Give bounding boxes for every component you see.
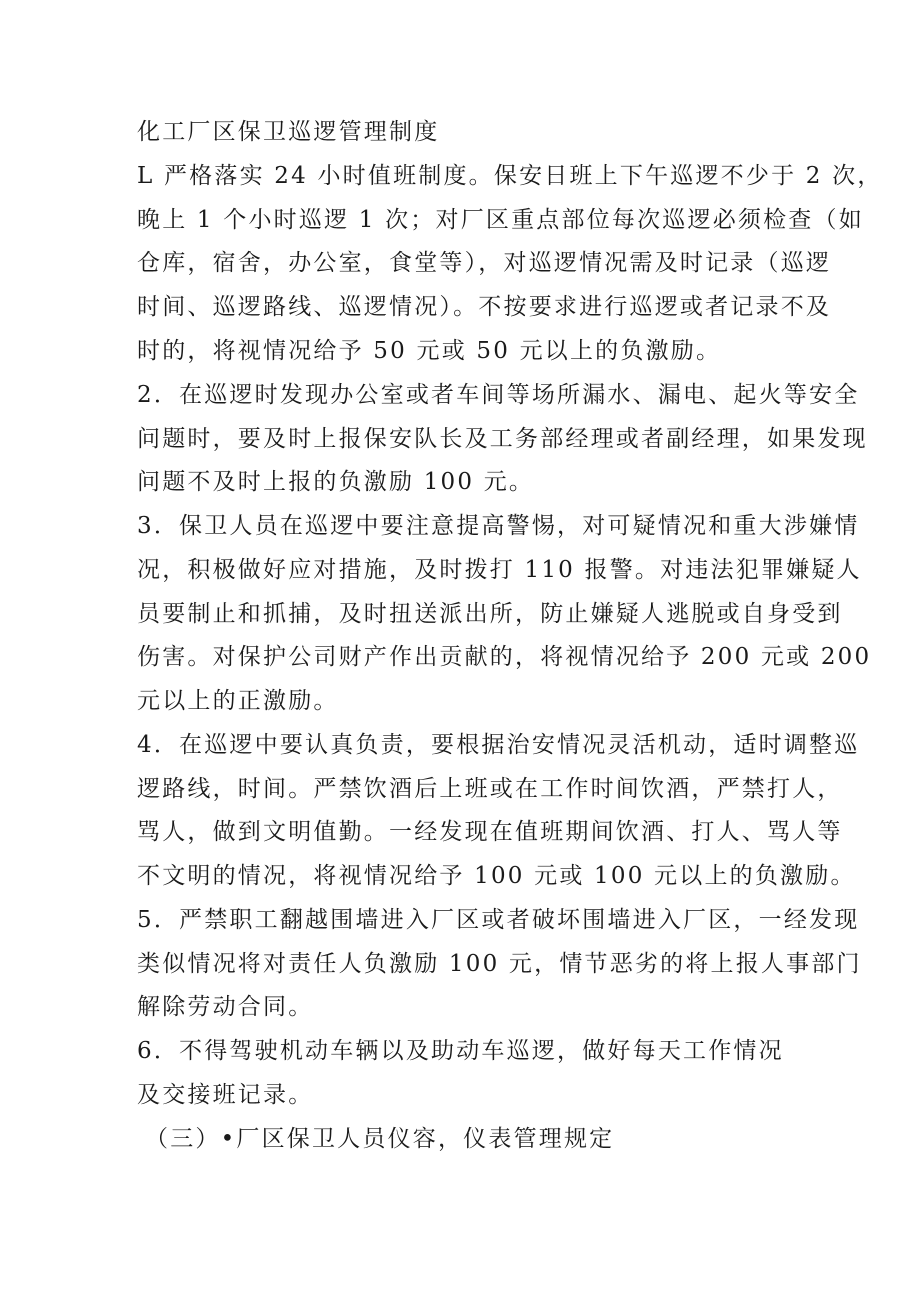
document-title: 化工厂区保卫巡逻管理制度 — [137, 119, 440, 145]
paragraph-line: 问题时，要及时上报保安队长及工务部经理或者副经理，如果发现 — [137, 426, 868, 452]
paragraph-line: 问题不及时上报的负激励 100 元。 — [137, 469, 535, 495]
paragraph-line: 时的，将视情况给予 50 元或 50 元以上的负激励。 — [137, 338, 722, 364]
paragraph-line: 况，积极做好应对措施，及时拨打 110 报警。对违法犯罪嫌疑人 — [137, 557, 862, 583]
paragraph-line: 4．在巡逻中要认真负责，要根据治安情况灵活机动，适时调整巡 — [137, 732, 860, 758]
paragraph-line: 骂人，做到文明值勤。一经发现在值班期间饮酒、打人、骂人等 — [137, 819, 843, 845]
paragraph-line: L 严格落实 24 小时值班制度。保安日班上下午巡逻不少于 2 次， — [137, 163, 883, 189]
paragraph-line: 解除劳动合同。 — [137, 994, 314, 1020]
paragraph-line: 不文明的情况，将视情况给予 100 元或 100 元以上的负激励。 — [137, 863, 856, 889]
paragraph-line: 仓库，宿舍，办公室，食堂等），对巡逻情况需及时记录（巡逻 — [137, 250, 832, 276]
paragraph-line: 员要制止和抓捕，及时扭送派出所，防止嫌疑人逃脱或自身受到 — [137, 601, 843, 627]
paragraph-line: 3．保卫人员在巡逻中要注意提高警惕，对可疑情况和重大涉嫌情 — [137, 513, 860, 539]
paragraph-line: 伤害。对保护公司财产作出贡献的，将视情况给予 200 元或 200 — [137, 644, 872, 670]
paragraph-line: 时间、巡逻路线、巡逻情况）。不按要求进行巡逻或者记录不及 — [137, 294, 832, 320]
paragraph-line: 元以上的正激励。 — [137, 688, 339, 714]
paragraph-line: 2．在巡逻时发现办公室或者车间等场所漏水、漏电、起火等安全 — [137, 382, 860, 408]
paragraph-line: 及交接班记录。 — [137, 1082, 314, 1108]
paragraph-line: 5．严禁职工翻越围墙进入厂区或者破坏围墙进入厂区，一经发现 — [137, 907, 860, 933]
paragraph-line: 逻路线，时间。严禁饮酒后上班或在工作时间饮酒，严禁打人， — [137, 776, 843, 802]
paragraph-line: 6．不得驾驶机动车辆以及助动车巡逻，做好每天工作情况 — [137, 1038, 784, 1064]
paragraph-line: 晚上 1 个小时巡逻 1 次；对厂区重点部位每次巡逻必须检查（如 — [137, 207, 864, 233]
section-heading: （三）•厂区保卫人员仪容，仪表管理规定 — [145, 1126, 615, 1152]
paragraph-line: 类似情况将对责任人负激励 100 元，情节恶劣的将上报人事部门 — [137, 951, 862, 977]
